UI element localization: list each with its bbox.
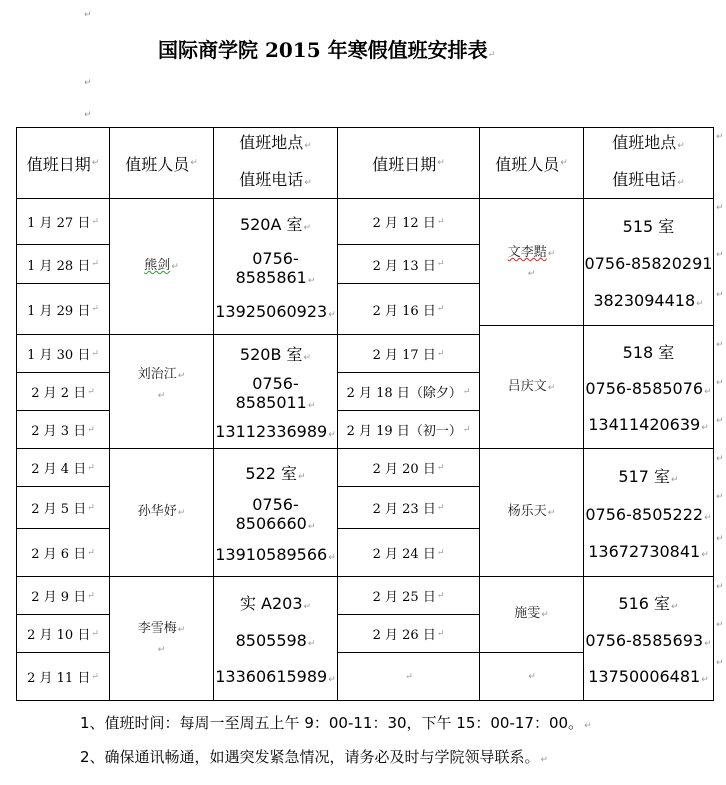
right-date-cell: 2 月 19 日（初一） ↵ xyxy=(337,410,480,449)
left-date-cell: 2 月 10 日 ↵ xyxy=(16,614,110,653)
right-person-cell: 杨乐天↵ xyxy=(479,448,584,577)
left-person-cell: 李雪梅↵ ↵ xyxy=(109,576,214,701)
row-end-mark: ↵ xyxy=(716,290,724,300)
right-date-cell-empty: ↵ xyxy=(337,652,480,701)
page-title-text: 国际商学院 2015 年寒假值班安排表 xyxy=(158,38,488,62)
paragraph-mark: ↵ xyxy=(487,50,496,60)
left-date-cell: 2 月 11 日 ↵ xyxy=(16,652,110,701)
right-date-cell: 2 月 17 日 ↵ xyxy=(337,334,480,373)
right-date-cell: 2 月 12 日 ↵ xyxy=(337,198,480,245)
row-end-mark: ↵ xyxy=(716,132,724,142)
right-date-cell: 2 月 25 日 ↵ xyxy=(337,576,480,615)
right-person-cell: 文李黠↵ ↵ xyxy=(479,198,584,326)
row-end-mark: ↵ xyxy=(716,203,724,213)
right-date-cell: 2 月 24 日 ↵ xyxy=(337,528,480,577)
row-end-mark: ↵ xyxy=(716,454,724,464)
row-end-mark: ↵ xyxy=(716,534,724,544)
page-title xyxy=(158,34,495,63)
right-date-cell: 2 月 16 日 ↵ xyxy=(337,283,480,335)
right-person-cell-empty: ↵ xyxy=(479,652,584,701)
right-location-cell: 518 室 0756-8585076↵ 13411420639↵ xyxy=(583,325,714,449)
right-location-cell: 517 室↵ 0756-8505222↵ 13672730841↵ xyxy=(583,448,714,577)
left-person-cell: 孙华妤↵ xyxy=(109,448,214,577)
left-person-cell: 熊剑↵ xyxy=(109,198,214,335)
left-date-cell: 1 月 29 日 ↵ xyxy=(16,283,110,335)
right-location-cell: 516 室↵ 0756-8585693↵ 13750006481↵ xyxy=(583,576,714,701)
left-date-cell: 2 月 5 日 ↵ xyxy=(16,486,110,529)
left-date-cell: 1 月 28 日 ↵ xyxy=(16,244,110,284)
left-location-cell: 522 室↵ 0756-8506660↵ 13910589566↵ xyxy=(213,448,338,577)
left-date-cell: 2 月 6 日 ↵ xyxy=(16,528,110,577)
header-date-left: 值班日期 ↵ xyxy=(16,127,110,199)
row-end-mark: ↵ xyxy=(716,378,724,388)
header-location-right: 值班地点↵ 值班电话↵ xyxy=(583,127,714,199)
right-date-cell: 2 月 20 日 ↵ xyxy=(337,448,480,487)
left-date-cell: 1 月 30 日 ↵ xyxy=(16,334,110,373)
note-contact: 2、确保通讯畅通，如遇突发紧急情况，请务必及时与学院领导联系。↵ xyxy=(80,748,549,766)
left-person-cell: 刘治江↵ ↵ xyxy=(109,334,214,449)
note-duty-hours: 1、值班时间：每周一至周五上午 9：00-11：30，下午 15：00-17：00。↵ xyxy=(80,714,592,732)
paragraph-mark: ↵ xyxy=(84,78,92,88)
paragraph-mark: ↵ xyxy=(84,10,92,20)
row-end-mark: ↵ xyxy=(716,416,724,426)
left-location-cell: 实 A203↵ 8505598↵ 13360615989↵ xyxy=(213,576,338,701)
left-location-cell: 520A 室↵ 0756-8585861↵ 13925060923↵ xyxy=(213,198,338,335)
left-date-cell: 2 月 4 日 ↵ xyxy=(16,448,110,487)
right-person-cell: 吕庆文↵ xyxy=(479,325,584,449)
header-date-right: 值班日期 ↵ xyxy=(337,127,480,199)
right-person-cell: 施雯↵ xyxy=(479,576,584,653)
row-end-mark: ↵ xyxy=(716,492,724,502)
header-person-left: 值班人员 ↵ xyxy=(109,127,214,199)
row-end-mark: ↵ xyxy=(716,340,724,350)
right-date-cell: 2 月 23 日 ↵ xyxy=(337,486,480,529)
right-date-cell: 2 月 13 日 ↵ xyxy=(337,244,480,284)
left-date-cell: 1 月 27 日 ↵ xyxy=(16,198,110,245)
left-date-cell: 2 月 9 日 ↵ xyxy=(16,576,110,615)
header-location-left: 值班地点↵ 值班电话↵ xyxy=(213,127,338,199)
left-date-cell: 2 月 3 日 ↵ xyxy=(16,410,110,449)
right-location-cell: 515 室 0756-85820291 3823094418↵ xyxy=(583,198,714,326)
paragraph-mark: ↵ xyxy=(84,110,92,120)
row-end-mark: ↵ xyxy=(716,658,724,668)
header-person-right: 值班人员 ↵ xyxy=(479,127,584,199)
row-end-mark: ↵ xyxy=(716,620,724,630)
duty-schedule-table xyxy=(16,127,714,701)
left-location-cell: 520B 室↵ 0756-8585011↵ 13112336989↵ xyxy=(213,334,338,449)
row-end-mark: ↵ xyxy=(716,250,724,260)
left-date-cell: 2 月 2 日 ↵ xyxy=(16,372,110,411)
row-end-mark: ↵ xyxy=(716,582,724,592)
right-date-cell: 2 月 18 日（除夕） ↵ xyxy=(337,372,480,411)
right-date-cell: 2 月 26 日 ↵ xyxy=(337,614,480,653)
